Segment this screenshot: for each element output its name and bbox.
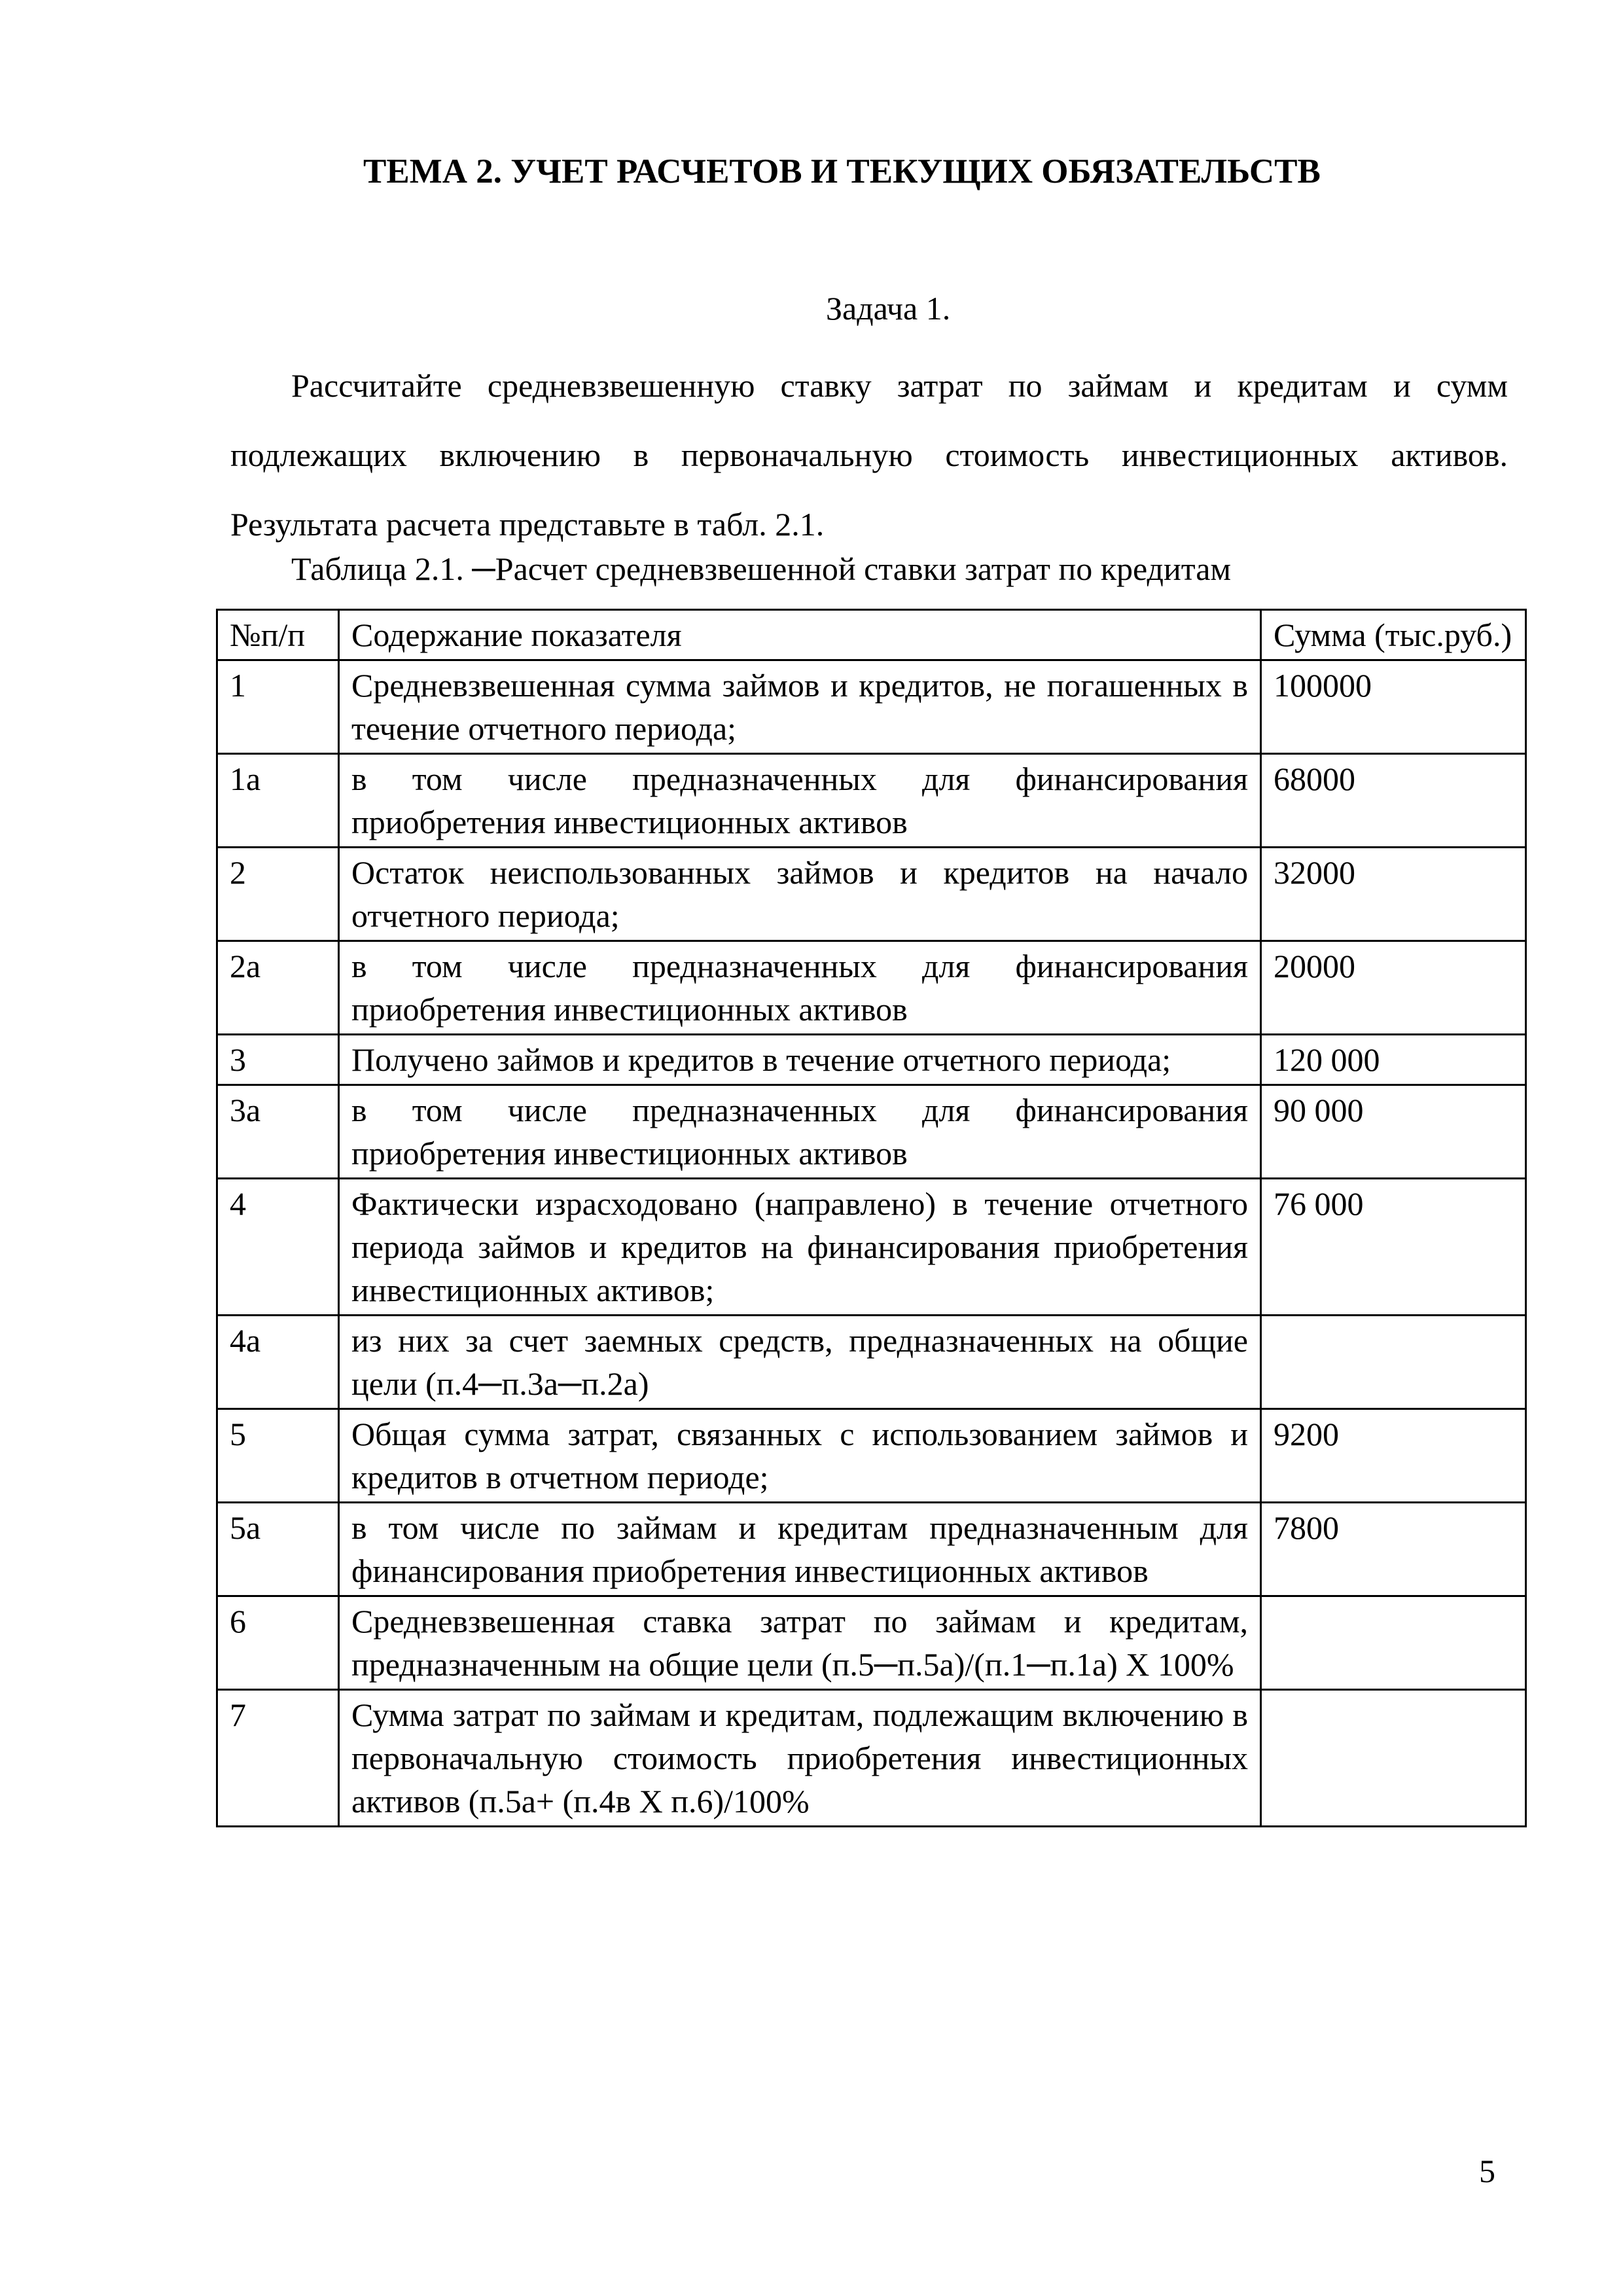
- row-number: 3: [217, 1035, 339, 1085]
- row-description: Общая сумма затрат, связанных с использованием займов и кредитов в отчетном периоде;: [339, 1409, 1261, 1503]
- row-number: 1: [217, 660, 339, 754]
- row-amount: 76 000: [1261, 1179, 1526, 1316]
- header-amount: Сумма (тыс.руб.): [1261, 610, 1526, 660]
- row-amount: 7800: [1261, 1503, 1526, 1596]
- table-caption: Таблица 2.1. ─Расчет средневзвешенной ставки затрат по кредитам: [291, 550, 1232, 587]
- row-amount: 20000: [1261, 941, 1526, 1035]
- header-number: №п/п: [217, 610, 339, 660]
- table-row: [217, 1085, 1526, 1179]
- row-number: 5а: [217, 1503, 339, 1596]
- row-number: 2: [217, 848, 339, 941]
- row-number: 4: [217, 1179, 339, 1316]
- row-amount: 68000: [1261, 754, 1526, 848]
- row-number: 7: [217, 1690, 339, 1827]
- row-amount: [1261, 1690, 1526, 1827]
- table-row: [217, 848, 1526, 941]
- table-row: [217, 1179, 1526, 1316]
- row-description: Фактически израсходовано (направлено) в течение отчетного периода займов и кредитов на финансирования приобретения инвестиционных активов;: [339, 1179, 1261, 1316]
- task-label: Задача 1.: [826, 290, 951, 327]
- row-number: 4а: [217, 1316, 339, 1409]
- row-number: 3а: [217, 1085, 339, 1179]
- table-row: [217, 941, 1526, 1035]
- header-description: Содержание показателя: [339, 610, 1261, 660]
- row-amount: [1261, 1316, 1526, 1409]
- table-header-row: [217, 610, 1526, 660]
- row-description: Средневзвешенная сумма займов и кредитов, не погашенных в течение отчетного периода;: [339, 660, 1261, 754]
- table-row: [217, 1690, 1526, 1827]
- calculation-table: [216, 609, 1527, 1827]
- row-amount: 9200: [1261, 1409, 1526, 1503]
- row-description: из них за счет заемных средств, предназначенных на общие цели (п.4─п.3а─п.2а): [339, 1316, 1261, 1409]
- row-description: в том числе по займам и кредитам предназначенным для финансирования приобретения инвестиционных активов: [339, 1503, 1261, 1596]
- row-amount: 100000: [1261, 660, 1526, 754]
- row-description: Получено займов и кредитов в течение отчетного периода;: [339, 1035, 1261, 1085]
- table-row: [217, 1035, 1526, 1085]
- row-number: 5: [217, 1409, 339, 1503]
- row-description: в том числе предназначенных для финансирования приобретения инвестиционных активов: [339, 1085, 1261, 1179]
- row-description: в том числе предназначенных для финансирования приобретения инвестиционных активов: [339, 941, 1261, 1035]
- row-number: 2а: [217, 941, 339, 1035]
- row-description: Сумма затрат по займам и кредитам, подлежащим включению в первоначальную стоимость приобретения инвестиционных активов (п.5а+ (п.4в Х п.6)/100%: [339, 1690, 1261, 1827]
- row-description: в том числе предназначенных для финансирования приобретения инвестиционных активов: [339, 754, 1261, 848]
- row-amount: 120 000: [1261, 1035, 1526, 1085]
- row-description: Средневзвешенная ставка затрат по займам и кредитам, предназначенным на общие цели (п.5─п.5а)/(п.1─п.1а) Х 100%: [339, 1596, 1261, 1690]
- table-row: [217, 1316, 1526, 1409]
- table-row: [217, 1596, 1526, 1690]
- table-row: [217, 1409, 1526, 1503]
- row-number: 6: [217, 1596, 339, 1690]
- row-number: 1а: [217, 754, 339, 848]
- row-amount: 90 000: [1261, 1085, 1526, 1179]
- table-row: [217, 1503, 1526, 1596]
- row-amount: [1261, 1596, 1526, 1690]
- row-description: Остаток неиспользованных займов и кредитов на начало отчетного периода;: [339, 848, 1261, 941]
- row-amount: 32000: [1261, 848, 1526, 941]
- table-row: [217, 754, 1526, 848]
- page-number: 5: [1479, 2153, 1495, 2189]
- task-text: Рассчитайте средневзвешенную ставку затрат по займам и кредитам и сумм подлежащих включению в первоначальную стоимость инвестиционных активов. Результата расчета представьте в табл. 2.1.: [230, 367, 1508, 543]
- table-row: [217, 660, 1526, 754]
- page-title: ТЕМА 2. УЧЕТ РАСЧЕТОВ И ТЕКУЩИХ ОБЯЗАТЕЛЬСТВ: [363, 152, 1321, 190]
